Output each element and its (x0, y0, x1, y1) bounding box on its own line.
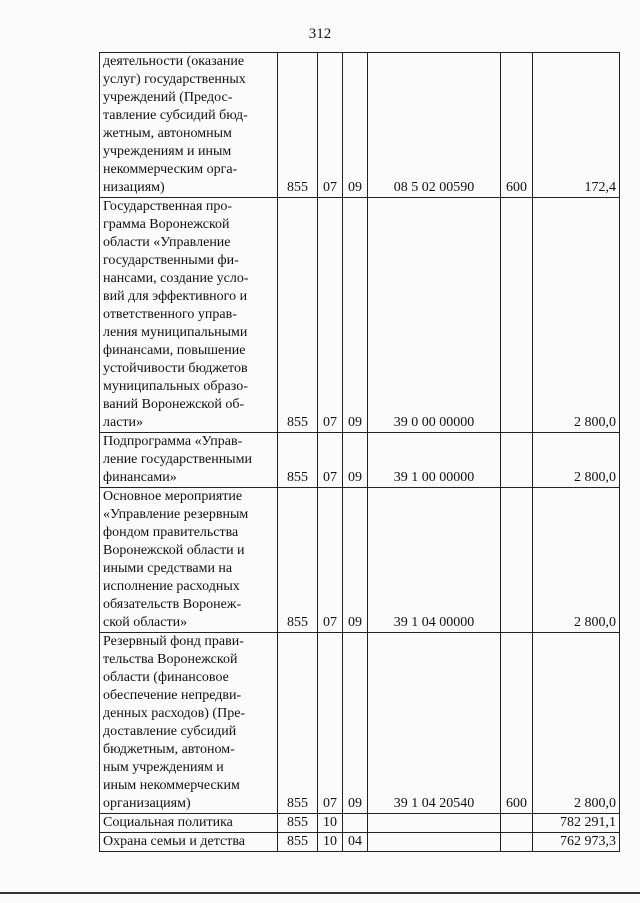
target-code: 39 0 00 00000 (368, 198, 501, 433)
expense-type-code: 600 (501, 633, 533, 814)
expense-type-code (501, 814, 533, 833)
section-code: 07 (318, 633, 343, 814)
amount: 2 800,0 (533, 433, 620, 488)
row-name: Государственная про- грамма Воронежской области «Управление государственными фи- нансами, создание усло- вий для эффективного и ответственного управ- ления муниципальными финансами, повышение устойчивости бюджетов муниципальных образо- ваний Воронежской об- ласти» (100, 198, 278, 433)
table-row (100, 488, 620, 633)
target-code: 39 1 00 00000 (368, 433, 501, 488)
subsection-code: 09 (343, 433, 368, 488)
row-name: Резервный фонд прави- тельства Воронежской области (финансовое обеспечение непредви- денных расходов) (Пре- доставление субсидий бюджетным, автоном- ным учреждениям и иным некоммерческим организациям) (100, 633, 278, 814)
row-name: деятельности (оказание услуг) государственных учреждений (Предос- тавление субсидий бюд- жетным, автономным учреждениям и иным некоммерческим орга- низациям) (100, 53, 278, 198)
section-code: 07 (318, 433, 343, 488)
subsection-code: 04 (343, 833, 368, 852)
target-code (368, 833, 501, 852)
page-number: 312 (308, 26, 332, 42)
expense-type-code (501, 198, 533, 433)
row-name: Подпрограмма «Управ- ление государственными финансами» (100, 433, 278, 488)
row-name: Социальная политика (100, 814, 278, 833)
section-code: 07 (318, 488, 343, 633)
amount: 782 291,1 (533, 814, 620, 833)
table-row (100, 833, 620, 852)
table-row (100, 53, 620, 198)
amount: 172,4 (533, 53, 620, 198)
amount: 2 800,0 (533, 488, 620, 633)
amount: 2 800,0 (533, 198, 620, 433)
subsection-code (343, 814, 368, 833)
target-code: 08 5 02 00590 (368, 53, 501, 198)
target-code: 39 1 04 20540 (368, 633, 501, 814)
ministry-code: 855 (278, 433, 318, 488)
expense-type-code: 600 (501, 53, 533, 198)
amount: 2 800,0 (533, 633, 620, 814)
expense-type-code (501, 433, 533, 488)
target-code: 39 1 04 00000 (368, 488, 501, 633)
expense-type-code (501, 833, 533, 852)
amount: 762 973,3 (533, 833, 620, 852)
budget-table (99, 52, 620, 852)
section-code: 07 (318, 53, 343, 198)
table-row (100, 198, 620, 433)
ministry-code: 855 (278, 198, 318, 433)
page-bottom-rule (0, 892, 640, 894)
subsection-code: 09 (343, 633, 368, 814)
ministry-code: 855 (278, 488, 318, 633)
ministry-code: 855 (278, 814, 318, 833)
expense-type-code (501, 488, 533, 633)
subsection-code: 09 (343, 53, 368, 198)
section-code: 10 (318, 833, 343, 852)
target-code (368, 814, 501, 833)
table-row (100, 633, 620, 814)
row-name: Охрана семьи и детства (100, 833, 278, 852)
subsection-code: 09 (343, 198, 368, 433)
ministry-code: 855 (278, 633, 318, 814)
table-row (100, 433, 620, 488)
section-code: 10 (318, 814, 343, 833)
section-code: 07 (318, 198, 343, 433)
ministry-code: 855 (278, 53, 318, 198)
ministry-code: 855 (278, 833, 318, 852)
subsection-code: 09 (343, 488, 368, 633)
row-name: Основное мероприятие «Управление резервным фондом правительства Воронежской области и иными средствами на исполнение расходных обязательств Воронеж- ской области» (100, 488, 278, 633)
table-row (100, 814, 620, 833)
